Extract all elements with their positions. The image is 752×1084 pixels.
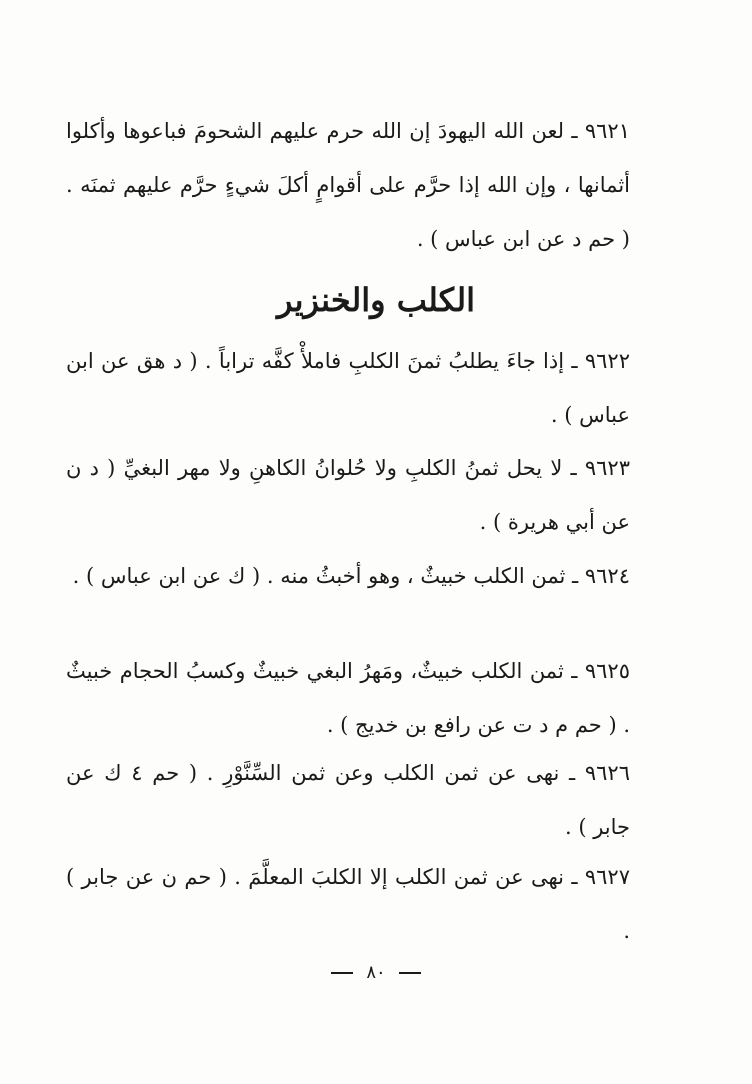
- hadith-entry-9627: ٩٦٢٧ ـ نهى عن ثمن الكلب إلا الكلبَ المعلَّمَ . ( حم ن عن جابر ) .: [66, 865, 630, 943]
- page-footer: [0, 958, 752, 988]
- page-number: ٨٠: [366, 962, 386, 983]
- footer-dash-right: [399, 972, 421, 974]
- footer-dash-left: [331, 972, 353, 974]
- hadith-entry-9622: ٩٦٢٢ ـ إذا جاءَ يطلبُ ثمنَ الكلبِ فاملأْ كفَّه تراباً . ( د هق عن ابن عباس ) .: [66, 349, 630, 427]
- section-heading: الكلب والخنزير: [276, 281, 476, 319]
- hadith-entry-9623: ٩٦٢٣ ـ لا يحل ثمنُ الكلبِ ولا حُلوانُ الكاهنِ ولا مهر البغيِّ ( د ن عن أبي هريرة ) .: [66, 456, 630, 534]
- hadith-entry-9625: ٩٦٢٥ ـ ثمن الكلب خبيثٌ، ومَهرُ البغي خبيثٌ وكسبُ الحجام خبيثٌ . ( حم م د ت عن رافع بن خديج ) .: [66, 659, 630, 737]
- hadith-entry-9626: ٩٦٢٦ ـ نهى عن ثمن الكلب وعن ثمن السِّنَّوْرِ . ( حم ٤ ك عن جابر ) .: [66, 761, 630, 839]
- hadith-entry-9621: ٩٦٢١ ـ لعن الله اليهودَ إن الله حرم عليهم الشحومَ فباعوها وأكلوا أثمانها ، وإن الله إذا حرَّم على أقوامٍ أكلَ شيءٍ حرَّم عليهم ثمنَه . ( حم د عن ابن عباس ) .: [66, 119, 630, 251]
- hadith-entry-9624: ٩٦٢٤ ـ ثمن الكلب خبيثٌ ، وهو أخبثُ منه . ( ك عن ابن عباس ) .: [72, 564, 630, 588]
